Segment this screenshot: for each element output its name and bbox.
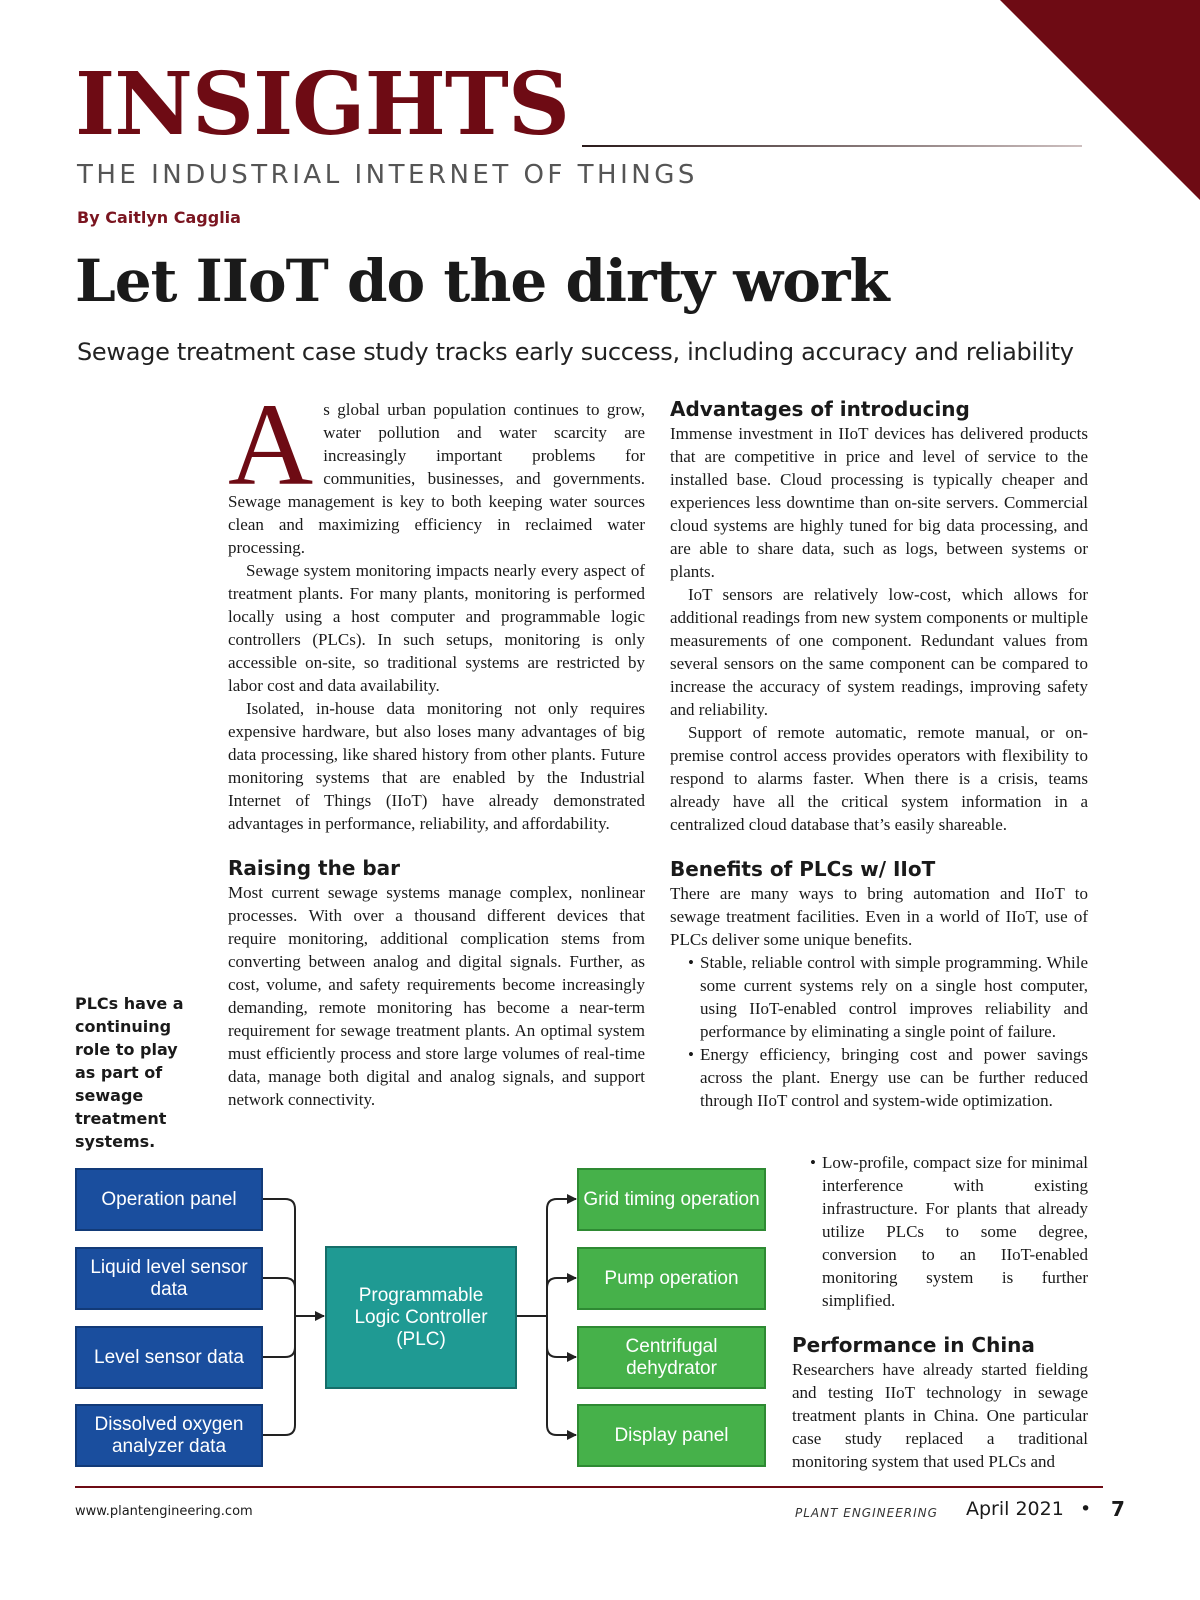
benefits-paragraph: There are many ways to bring automation and IIoT to sewage treatment facilities. Even in a world of IIoT, use of PLCs deliver some unique benefits. xyxy=(670,884,1088,949)
deck: Sewage treatment case study tracks early success, including accuracy and reliability xyxy=(77,338,1074,366)
advantages-paragraph-3: Support of remote automatic, remote manual, or on-premise control access provides operators with flexibility to respond to alarms faster. When there is a crisis, teams already have all the critical system information in a centralized cloud database that’s easily shareable. xyxy=(670,723,1088,834)
list-item: • Stable, reliable control with simple programming. While some current systems rely on a single host computer, using IIoT-enabled control improves reliability and performance by eliminating a single point of failure. xyxy=(670,951,1088,1043)
footer-separator: • xyxy=(1080,1498,1092,1520)
output-pump-operation: Pump operation xyxy=(577,1247,766,1310)
header-rule xyxy=(582,145,1082,147)
input-liquid-level-sensor: Liquid level sensor data xyxy=(75,1247,263,1310)
footer-magazine: PLANT ENGINEERING xyxy=(795,1506,938,1520)
corner-accent xyxy=(1000,0,1200,200)
connector-arrow xyxy=(547,1199,576,1316)
connector-line xyxy=(263,1316,295,1357)
input-operation-panel: Operation panel xyxy=(75,1168,263,1231)
pull-quote: PLCs have a continuing role to play as part of sewage treatment systems. xyxy=(75,994,184,1151)
section-subtitle: THE INDUSTRIAL INTERNET OF THINGS xyxy=(77,160,698,190)
advantages-paragraph-2: IoT sensors are relatively low-cost, which allows for additional readings from new system components or multiple measurements of one component. Redundant values from several sensors on the same component can be compared to increase the accuracy of system readings, improving safety and reliability. xyxy=(670,585,1088,719)
headline: Let IIoT do the dirty work xyxy=(75,247,889,315)
drop-cap: A xyxy=(228,379,314,510)
advantages-paragraph-1: Immense investment in IIoT devices has delivered products that are competitive in price and level of service to the installed base. Cloud processing is typically cheaper and experiences less downtime than on-site servers. Commercial cloud systems are highly tuned for big data processing, and are able to share data, such as logs, between systems or plants. xyxy=(670,424,1088,581)
intro-paragraph: As global urban population continues to grow, water pollution and water scarcity are increasingly important problems for communities, businesses, and governments. Sewage management is key to both keeping water sources clean and maximizing efficiency in reclaimed water processing. xyxy=(228,379,645,557)
list-item: • Low-profile, compact size for minimal interference with existing infrastructure. For plants that already utilize PLCs to some degree, conversion to an IIoT-enabled monitoring system is further simplified. xyxy=(792,1151,1088,1312)
narrow-column xyxy=(792,1151,1088,1473)
input-dissolved-oxygen: Dissolved oxygen analyzer data xyxy=(75,1404,263,1467)
china-paragraph: Researchers have already started fielding and testing IIoT technology in sewage treatment plants in China. One particular case study replaced a traditional monitoring system that used PLCs and xyxy=(792,1360,1088,1471)
heading-performance-china: Performance in China xyxy=(792,1333,1035,1357)
connector-line xyxy=(263,1316,295,1435)
benefits-list-continued xyxy=(792,1151,1088,1312)
plc-controller-box: Programmable Logic Controller (PLC) xyxy=(325,1246,517,1389)
benefits-list xyxy=(670,951,1088,1112)
intro-paragraph-2: Sewage system monitoring impacts nearly every aspect of treatment plants. For many plants, monitoring is performed locally using a host computer and programmable logic controllers (PLCs). In such setups, monitoring is only accessible on-site, so traditional systems are restricted by labor cost and data availability. xyxy=(228,561,645,695)
connector-line xyxy=(263,1199,295,1316)
connector-arrow xyxy=(547,1278,576,1316)
footer-url[interactable]: www.plantengineering.com xyxy=(75,1504,253,1519)
right-column xyxy=(670,396,1088,1112)
list-item: • Energy efficiency, bringing cost and power savings across the plant. Energy use can be further reduced through IIoT control and system-wide optimization. xyxy=(670,1043,1088,1112)
output-grid-timing: Grid timing operation xyxy=(577,1168,766,1231)
output-display-panel: Display panel xyxy=(577,1404,766,1467)
heading-raising-the-bar: Raising the bar xyxy=(228,856,401,880)
connector-arrow xyxy=(547,1316,576,1435)
raising-paragraph: Most current sewage systems manage complex, nonlinear processes. With over a thousand different devices that require monitoring, additional complication stems from converting between analog and digital signals. Further, as cost, volume, and safety requirements become increasingly demanding, remote monitoring has become a near-term requirement for sewage treatment plants. An optimal system must efficiently process and store large volumes of real-time data, manage both digital and analog signals, and support network connectivity. xyxy=(228,883,645,1109)
input-level-sensor: Level sensor data xyxy=(75,1326,263,1389)
heading-advantages: Advantages of introducing xyxy=(670,397,970,421)
footer-date: April 2021 xyxy=(966,1498,1064,1520)
section-title: INSIGHTS xyxy=(75,54,569,155)
output-centrifugal-dehydrator: Centrifugal dehydrator xyxy=(577,1326,766,1389)
heading-benefits: Benefits of PLCs w/ IIoT xyxy=(670,857,936,881)
intro-paragraph-3: Isolated, in-house data monitoring not only requires expensive hardware, but also loses many advantages of big data processing, like shared history from other plants. Future monitoring systems that are enabled by the Industrial Internet of Things (IIoT) have already demonstrated advantages in performance, reliability, and affordability. xyxy=(228,699,645,833)
page-number: 7 xyxy=(1111,1497,1125,1521)
left-column xyxy=(228,379,645,1111)
byline: By Caitlyn Cagglia xyxy=(77,208,241,227)
connector-line xyxy=(263,1278,295,1316)
footer-rule xyxy=(75,1486,1103,1488)
connector-arrow xyxy=(547,1316,576,1357)
